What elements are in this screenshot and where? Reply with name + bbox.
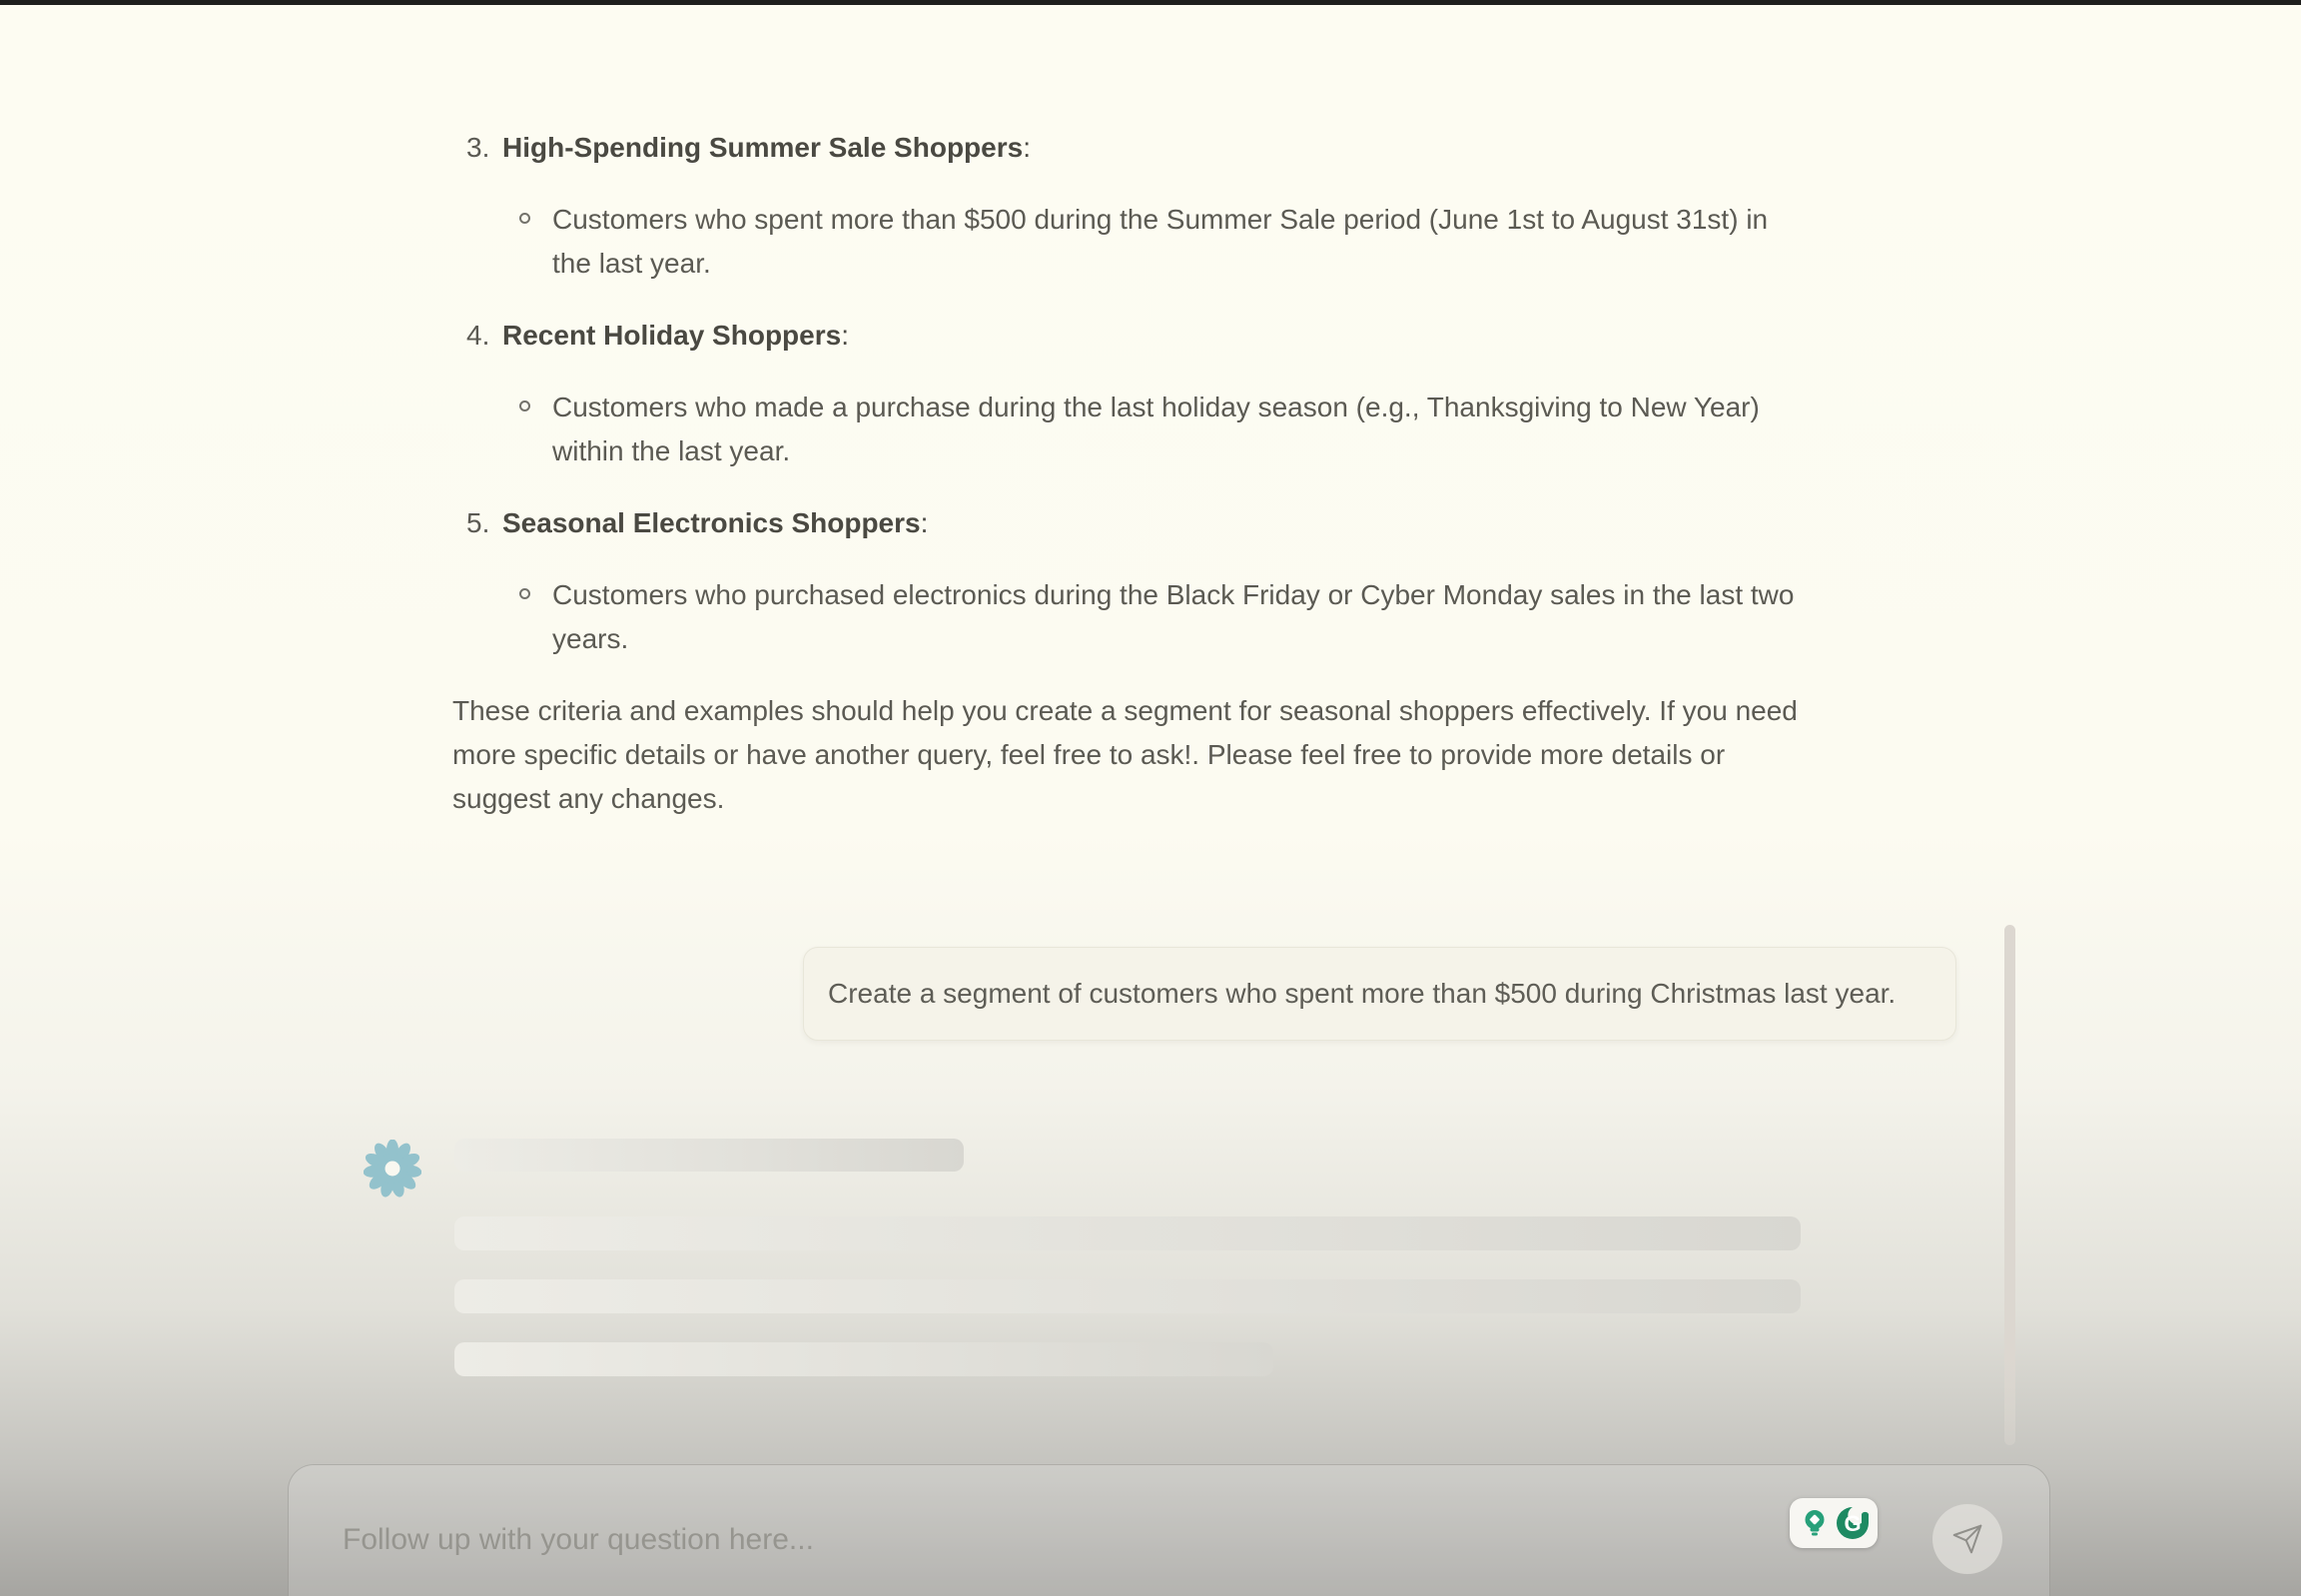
user-message-bubble bbox=[803, 947, 1956, 1041]
skeleton-bar bbox=[454, 1216, 1801, 1250]
assistant-message bbox=[452, 126, 1851, 821]
list-item-colon: : bbox=[1023, 132, 1031, 163]
bullet-text: Customers who made a purchase during the last holiday season (e.g., Thanksgiving to New Year) within the last year. bbox=[552, 392, 1760, 466]
bullet-circle-icon bbox=[519, 588, 530, 599]
composer bbox=[288, 1464, 2050, 1596]
skeleton-bar bbox=[454, 1139, 964, 1172]
bullet-text: Customers who spent more than $500 during the Summer Sale period (June 1st to August 31st) in the last year. bbox=[552, 204, 1769, 279]
user-message-text: Create a segment of customers who spent more than $500 during Christmas last year. bbox=[828, 978, 1897, 1009]
bullet-row bbox=[502, 573, 1801, 661]
list-item-body bbox=[502, 126, 1801, 286]
list-item bbox=[452, 126, 1851, 286]
grammarly-suggestion-icon bbox=[1798, 1506, 1832, 1540]
window-top-border bbox=[0, 0, 2301, 5]
list-item bbox=[452, 501, 1851, 661]
list-item-number: 3. bbox=[466, 132, 490, 163]
list-item-title: Seasonal Electronics Shoppers bbox=[502, 507, 921, 538]
list-item-colon: : bbox=[841, 320, 849, 351]
list-item-title-line bbox=[502, 126, 1801, 170]
paper-plane-icon bbox=[1951, 1523, 1983, 1555]
list-item-title-line bbox=[502, 314, 1801, 358]
list-item-body bbox=[502, 501, 1801, 661]
assistant-closing-paragraph: These criteria and examples should help you create a segment for seasonal shoppers effectively. If you need more specific details or have another query, feel free to ask!. Please feel free to provide more details or suggest any changes. bbox=[452, 695, 1798, 814]
grammarly-logo-icon bbox=[1835, 1505, 1871, 1541]
grammarly-widget[interactable] bbox=[1790, 1498, 1878, 1548]
list-item-title: High-Spending Summer Sale Shoppers bbox=[502, 132, 1024, 163]
bullet-row bbox=[502, 198, 1801, 286]
list-item-number: 4. bbox=[466, 320, 490, 351]
list-item-body bbox=[502, 314, 1801, 473]
follow-up-input[interactable] bbox=[341, 1515, 1723, 1565]
bullet-circle-icon bbox=[519, 400, 530, 411]
list-item-number: 5. bbox=[466, 507, 490, 538]
list-item-colon: : bbox=[920, 507, 929, 538]
list-item-title-line bbox=[502, 501, 1801, 545]
list-item bbox=[452, 314, 1851, 473]
svg-text:G: G bbox=[1843, 1511, 1862, 1536]
bullet-circle-icon bbox=[519, 213, 530, 224]
skeleton-bar bbox=[454, 1279, 1801, 1313]
skeleton-bar bbox=[454, 1342, 1273, 1376]
scrollbar-thumb[interactable] bbox=[2004, 925, 2015, 1445]
bullet-row bbox=[502, 386, 1801, 473]
loading-spinner-icon bbox=[364, 1140, 421, 1197]
bullet-text: Customers who purchased electronics during the Black Friday or Cyber Monday sales in the last two years. bbox=[552, 579, 1795, 654]
list-item-title: Recent Holiday Shoppers bbox=[502, 320, 842, 351]
send-button[interactable] bbox=[1932, 1504, 2002, 1574]
